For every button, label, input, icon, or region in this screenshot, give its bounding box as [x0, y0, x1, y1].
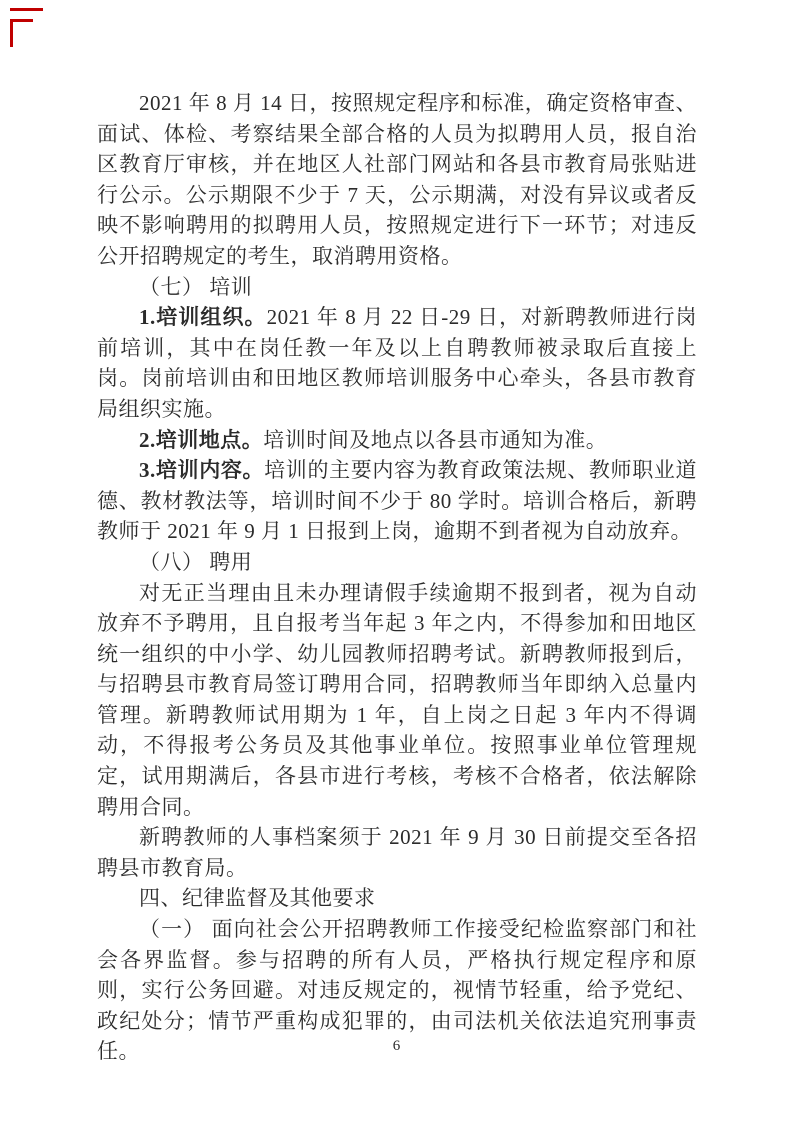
red-corner-bar — [10, 19, 33, 22]
red-corner-bar — [10, 19, 13, 47]
text-run: 对无正当理由且未办理请假手续逾期不报到者，视为自动放弃不予聘用，且自报考当年起 3 年之内，不得参加和田地区统一组织的中小学、幼儿园教师招聘考试。新聘教师报到后，与招聘县市教育局签订聘用合同，招聘教师当年即纳入总量内管理。新聘教师试用期为 1 年，自上岗之日起 3 年内不得调动，不得报考公务员及其他事业单位。按照事业单位管理规定，试用期满后，各县市进行考核，考核不合格者，依法解除聘用合同。 — [97, 580, 697, 819]
para-training-content — [97, 455, 697, 547]
red-corner-bar — [10, 8, 43, 11]
text-run: （一） 面向社会公开招聘教师工作接受纪检监察部门和社会各界监督。参与招聘的所有人员，严格执行规定程序和原则，实行公务回避。对违反规定的，视情节轻重，给予党纪、政纪处分；情节严重构成犯罪的，由司法机关依法追究刑事责任。 — [97, 917, 697, 1064]
text-run: 2021 年 8 月 22 日-29 日，对新聘教师进行岗前培训，其中在岗任教一年及以上自聘教师被录取后直接上岗。岗前培训由和田地区教师培训服务中心牵头，各县市教育局组织实施。 — [97, 305, 697, 421]
heading-section-seven-training — [97, 272, 697, 303]
text-run: 四、纪律监督及其他要求 — [139, 886, 376, 911]
bold-run: 3.培训内容。 — [139, 458, 265, 483]
text-run: （七） 培训 — [139, 274, 253, 299]
page-number: 6 — [392, 1038, 401, 1054]
para-employment-rules — [97, 578, 697, 823]
red-corner-mark — [8, 6, 48, 50]
text-run: （八） 聘用 — [139, 549, 253, 574]
heading-section-eight-employment — [97, 547, 697, 578]
para-personnel-archives — [97, 822, 697, 883]
text-run: 培训时间及地点以各县市通知为准。 — [263, 427, 608, 452]
document-body — [97, 88, 697, 1067]
para-result-publicity — [97, 88, 697, 272]
bold-run: 1.培训组织。 — [139, 305, 267, 330]
para-training-location — [97, 425, 697, 456]
bold-run: 2.培训地点。 — [139, 427, 264, 452]
text-run: 新聘教师的人事档案须于 2021 年 9 月 30 日前提交至各招聘县市教育局。 — [97, 825, 697, 880]
text-run: 培训的主要内容为教育政策法规、教师职业道德、教材教法等，培训时间不少于 80 学时。培训合格后，新聘教师于 2021 年 9 月 1 日报到上岗，逾期不到者视为自动放弃。 — [97, 458, 698, 544]
para-training-organization — [97, 302, 697, 424]
heading-section-four-discipline — [97, 883, 697, 914]
text-run: 2021 年 8 月 14 日，按照规定程序和标准，确定资格审查、面试、体检、考察结果全部合格的人员为拟聘用人员，报自治区教育厅审核，并在地区人社部门网站和各县市教育局张贴进行公示。公示期限不少于 7 天，公示期满，对没有异议或者反映不影响聘用的拟聘用人员，按照规定进行下一环节；对违反公开招聘规定的考生，取消聘用资格。 — [97, 91, 697, 268]
